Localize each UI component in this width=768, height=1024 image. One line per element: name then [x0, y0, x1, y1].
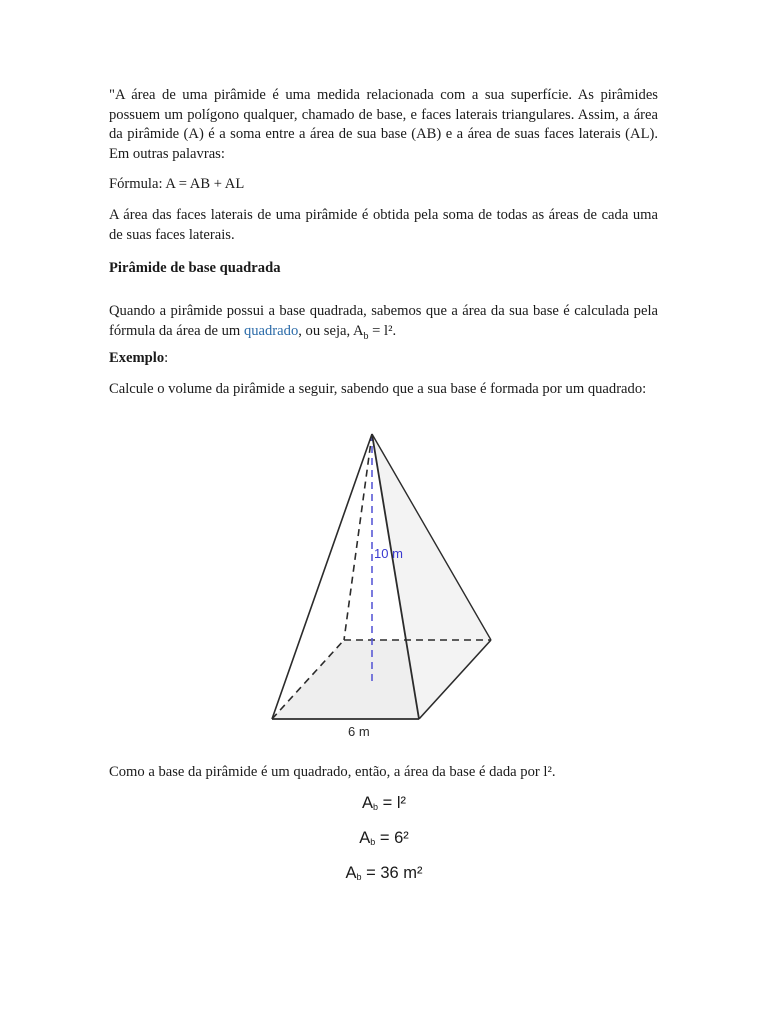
formula-rhs: = l²	[378, 794, 406, 812]
square-base-text-end: = l².	[368, 322, 397, 339]
quadrado-link[interactable]: quadrado	[243, 322, 299, 339]
lateral-faces-paragraph: A área das faces laterais de uma pirâmide é obtida pela soma de todas as áreas de cada uma de suas faces laterais.	[109, 207, 658, 243]
formula-subscript: b	[356, 872, 362, 882]
formula-subscript: b	[373, 802, 379, 812]
formula-symbol: A	[345, 864, 357, 882]
formula-symbol: A	[359, 829, 371, 847]
base-area-paragraph: Como a base da pirâmide é um quadrado, então, a área da base é dada por l².	[109, 764, 556, 780]
example-colon: :	[164, 350, 169, 366]
example-label-line	[109, 349, 658, 369]
intro-paragraph: "A área de uma pirâmide é uma medida relacionada com a sua superfície. As pirâmides possuem um polígono qualquer, chamado de base, e faces laterais triangulares. Assim, a área da pirâmide (A) é a soma entre a área de sua base (AB) e a área de suas faces laterais (AL). Em outras palavras:	[109, 87, 658, 162]
formula-rhs: = 6²	[375, 829, 409, 847]
square-base-text-mid: , ou seja, A	[298, 322, 364, 339]
height-label: 10 m	[374, 546, 403, 561]
square-base-paragraph	[109, 302, 658, 346]
formula-subscript: b	[370, 837, 376, 847]
formula-area-substituted	[0, 829, 768, 848]
formula-area-result	[0, 864, 768, 883]
exercise-paragraph: Calcule o volume da pirâmide a seguir, sabendo que a sua base é formada por um quadrado:	[109, 381, 647, 397]
pyramid-figure	[262, 428, 502, 744]
area-subscript: b	[363, 330, 369, 342]
formula-line: Fórmula: A = AB + AL	[109, 176, 245, 192]
example-label: Exemplo	[109, 350, 165, 366]
square-base-text-start: Quando a pirâmide possui a base quadrada, sabemos que a área da sua base é calculada pela fórmula da área de um	[109, 303, 658, 339]
formula-symbol: A	[362, 794, 374, 812]
formula-area-general	[0, 794, 768, 813]
section-heading: Pirâmide de base quadrada	[109, 260, 281, 276]
formula-rhs: = 36 m²	[361, 864, 423, 882]
base-label: 6 m	[348, 724, 370, 739]
